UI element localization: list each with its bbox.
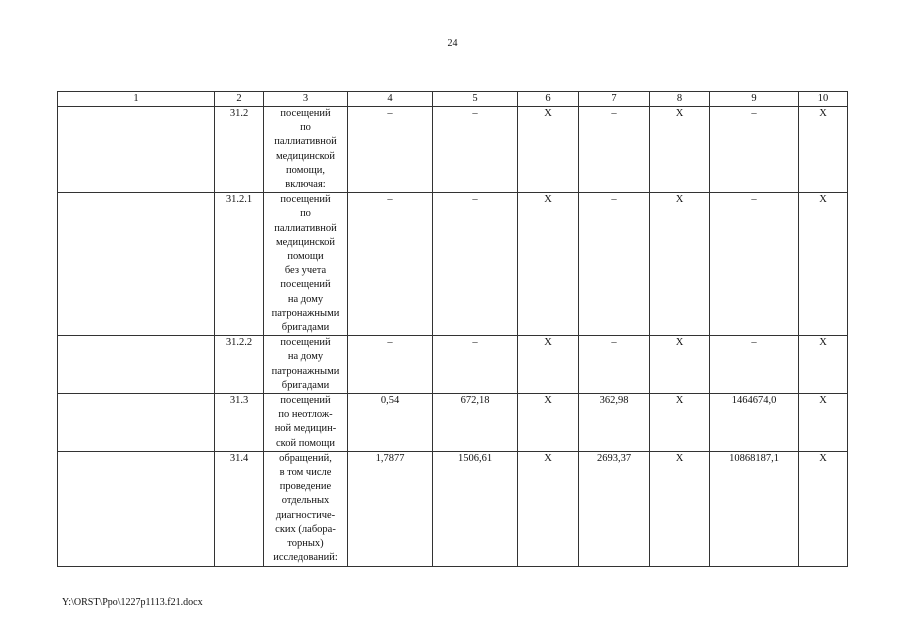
blank-cell — [58, 107, 215, 193]
cell-col6: Х — [518, 336, 579, 394]
row-code: 31.4 — [215, 451, 264, 566]
footer-file-path: Y:\ORST\Ppo\1227p1113.f21.docx — [62, 597, 203, 608]
cell-col9: 10868187,1 — [710, 451, 799, 566]
cell-col7: 2693,37 — [579, 451, 650, 566]
cell-col4: 1,7877 — [348, 451, 433, 566]
column-header: 8 — [650, 92, 710, 107]
cell-col9: – — [710, 107, 799, 193]
cell-col6: Х — [518, 394, 579, 452]
cell-col7: 362,98 — [579, 394, 650, 452]
cell-col5: – — [433, 336, 518, 394]
cell-col7: – — [579, 107, 650, 193]
row-code: 31.2 — [215, 107, 264, 193]
blank-cell — [58, 451, 215, 566]
cell-col8: Х — [650, 193, 710, 336]
column-header: 10 — [799, 92, 848, 107]
cell-col10: Х — [799, 451, 848, 566]
row-name: посещений на дому патронажными бригадами — [264, 336, 348, 394]
column-header: 1 — [58, 92, 215, 107]
cell-col7: – — [579, 336, 650, 394]
cell-col5: 1506,61 — [433, 451, 518, 566]
cell-col9: – — [710, 193, 799, 336]
cell-col6: Х — [518, 193, 579, 336]
cell-col7: – — [579, 193, 650, 336]
cell-col5: – — [433, 193, 518, 336]
table-row — [58, 193, 848, 336]
cell-col4: 0,54 — [348, 394, 433, 452]
data-table — [57, 91, 848, 567]
table-row — [58, 394, 848, 452]
row-code: 31.2.2 — [215, 336, 264, 394]
row-name: посещений по паллиативной медицинской помощи без учета посещений на дому патронажными бригадами — [264, 193, 348, 336]
blank-cell — [58, 336, 215, 394]
column-header: 3 — [264, 92, 348, 107]
blank-cell — [58, 394, 215, 452]
cell-col9: – — [710, 336, 799, 394]
cell-col4: – — [348, 336, 433, 394]
cell-col8: Х — [650, 107, 710, 193]
column-header: 5 — [433, 92, 518, 107]
blank-cell — [58, 193, 215, 336]
column-header: 4 — [348, 92, 433, 107]
cell-col4: – — [348, 107, 433, 193]
cell-col8: Х — [650, 451, 710, 566]
row-code: 31.2.1 — [215, 193, 264, 336]
row-name: обращений, в том числе проведение отдельных диагностиче- ских (лабора- торных) исследований: — [264, 451, 348, 566]
row-code: 31.3 — [215, 394, 264, 452]
cell-col6: Х — [518, 107, 579, 193]
cell-col8: Х — [650, 336, 710, 394]
column-header: 7 — [579, 92, 650, 107]
cell-col4: – — [348, 193, 433, 336]
cell-col9: 1464674,0 — [710, 394, 799, 452]
column-header: 9 — [710, 92, 799, 107]
table-row — [58, 107, 848, 193]
cell-col5: 672,18 — [433, 394, 518, 452]
cell-col10: Х — [799, 336, 848, 394]
cell-col8: Х — [650, 394, 710, 452]
table-header-row — [58, 92, 848, 107]
cell-col5: – — [433, 107, 518, 193]
cell-col10: Х — [799, 394, 848, 452]
column-header: 2 — [215, 92, 264, 107]
column-header: 6 — [518, 92, 579, 107]
cell-col6: Х — [518, 451, 579, 566]
table-row — [58, 336, 848, 394]
cell-col10: Х — [799, 107, 848, 193]
row-name: посещений по паллиативной медицинской помощи, включая: — [264, 107, 348, 193]
cell-col10: Х — [799, 193, 848, 336]
table-row — [58, 451, 848, 566]
page-number: 24 — [447, 38, 458, 49]
row-name: посещений по неотлож- ной медицин- ской помощи — [264, 394, 348, 452]
